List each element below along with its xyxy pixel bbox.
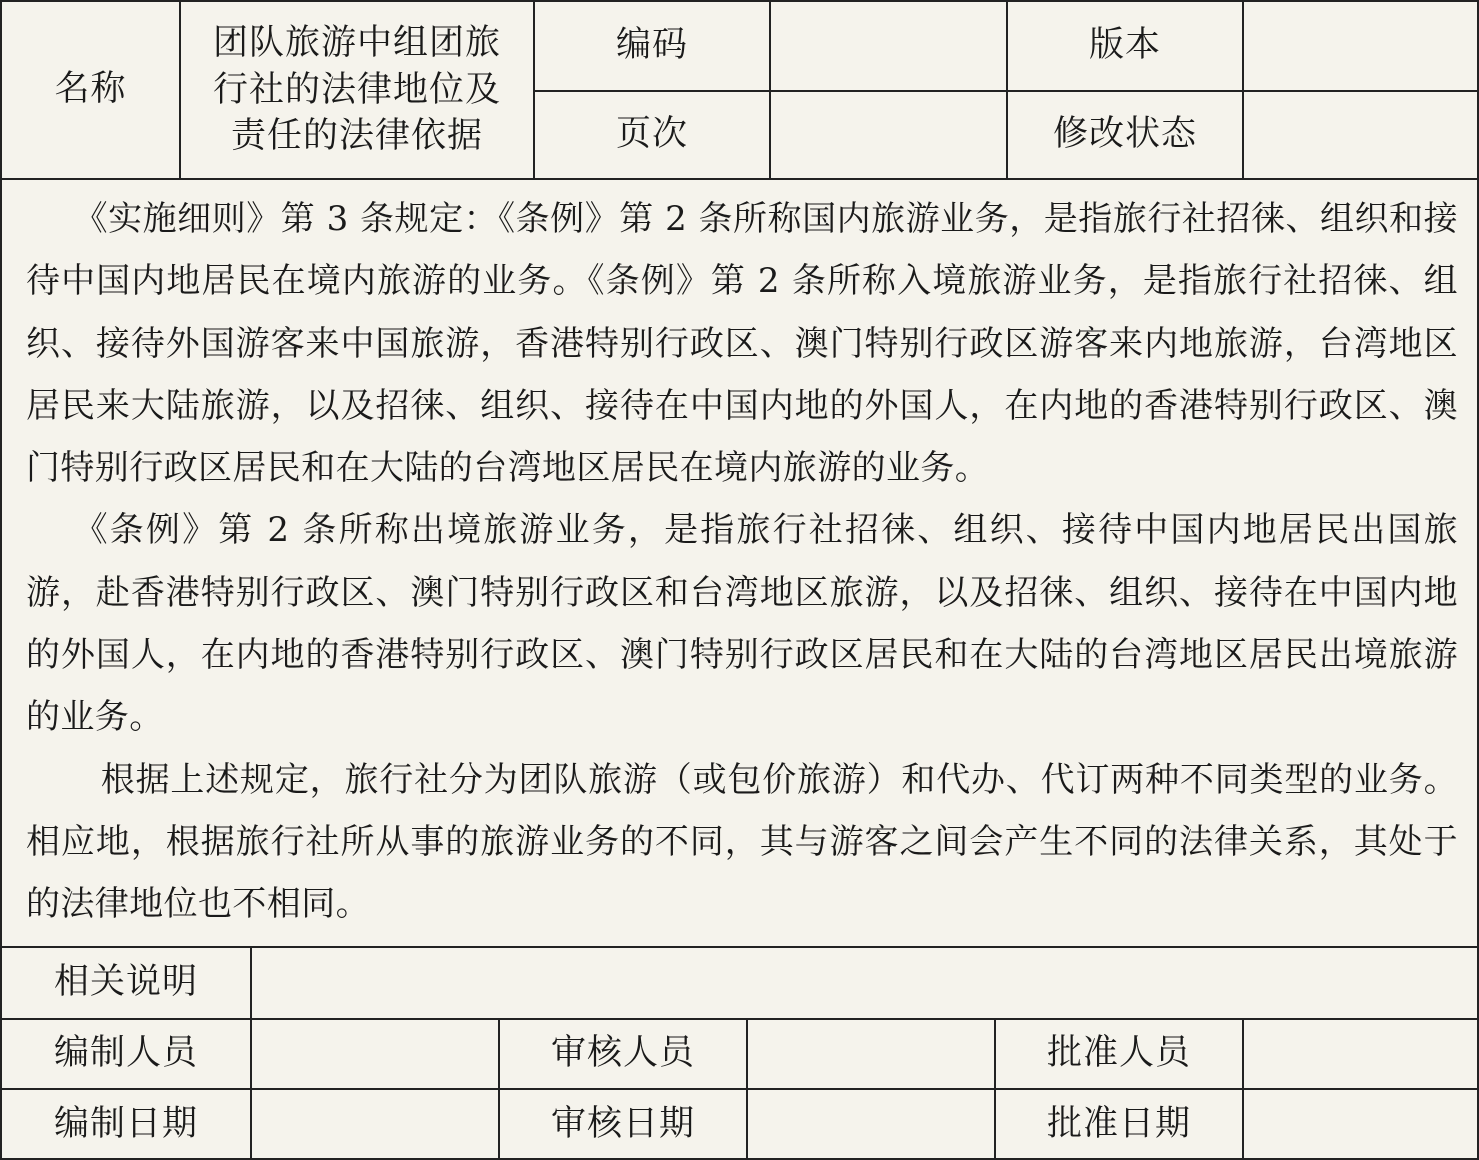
name-value-line: 行社的法律地位及 (212, 69, 501, 110)
revision-value[interactable] (1244, 92, 1479, 178)
version-value[interactable] (1244, 2, 1479, 90)
name-value-line: 团队旅游中组团旅 (212, 23, 501, 64)
notes-label: 相关说明 (53, 962, 198, 1003)
code-label: 编码 (615, 25, 688, 66)
compiler-value[interactable] (252, 1020, 498, 1088)
approver-label: 批准人员 (1046, 1033, 1191, 1074)
name-value (181, 2, 533, 178)
page-label: 页次 (615, 114, 688, 155)
approver-value[interactable] (1244, 1020, 1479, 1088)
reviewer-label: 审核人员 (550, 1033, 695, 1074)
page-value[interactable] (771, 92, 1006, 178)
code-value[interactable] (771, 2, 1006, 90)
content-paragraph: 根据上述规定，旅行社分为团队旅游（或包价旅游）和代办、代订两种不同类型的业务。相应地，根据旅行社所从事的旅游业务的不同，其与游客之间会产生不同的法律关系，其处于的法律地位也不相同。 (26, 759, 1458, 925)
content-body (26, 188, 1458, 936)
content-paragraph: 《实施细则》第 3 条规定：《条例》第 2 条所称国内旅游业务，是指旅行社招徕、组织和接待中国内地居民在境内旅游的业务。《条例》第 2 条所称入境旅游业务，是指旅行社招徕、组织、接待外国游客来中国旅游，香港特别行政区、澳门特别行政区游客来内地旅游，台湾地区居民来大陆旅游，以及招徕、组织、接待在中国内地的外国人，在内地的香港特别行政区、澳门特别行政区居民和在大陆的台湾地区居民在境内旅游的业务。 (26, 199, 1458, 489)
content-paragraph: 《条例》第 2 条所称出境旅游业务，是指旅行社招徕、组织、接待中国内地居民出国旅游，赴香港特别行政区、澳门特别行政区和台湾地区旅游，以及招徕、组织、接待在中国内地的外国人，在内地的香港特别行政区、澳门特别行政区居民和在大陆的台湾地区居民出境旅游的业务。 (26, 510, 1458, 738)
review-date-value[interactable] (748, 1090, 994, 1160)
version-label: 版本 (1088, 25, 1161, 66)
revision-label: 修改状态 (1052, 114, 1197, 155)
compiler-label: 编制人员 (53, 1033, 198, 1074)
notes-value[interactable] (252, 948, 1479, 1018)
approve-date-label: 批准日期 (1046, 1104, 1191, 1145)
compile-date-label: 编制日期 (53, 1104, 198, 1145)
grid-line (2, 178, 1479, 180)
compile-date-value[interactable] (252, 1090, 498, 1160)
approve-date-value[interactable] (1244, 1090, 1479, 1160)
name-value-line: 责任的法律依据 (230, 116, 483, 157)
name-label: 名称 (54, 69, 127, 110)
review-date-label: 审核日期 (550, 1104, 695, 1145)
reviewer-value[interactable] (748, 1020, 994, 1088)
